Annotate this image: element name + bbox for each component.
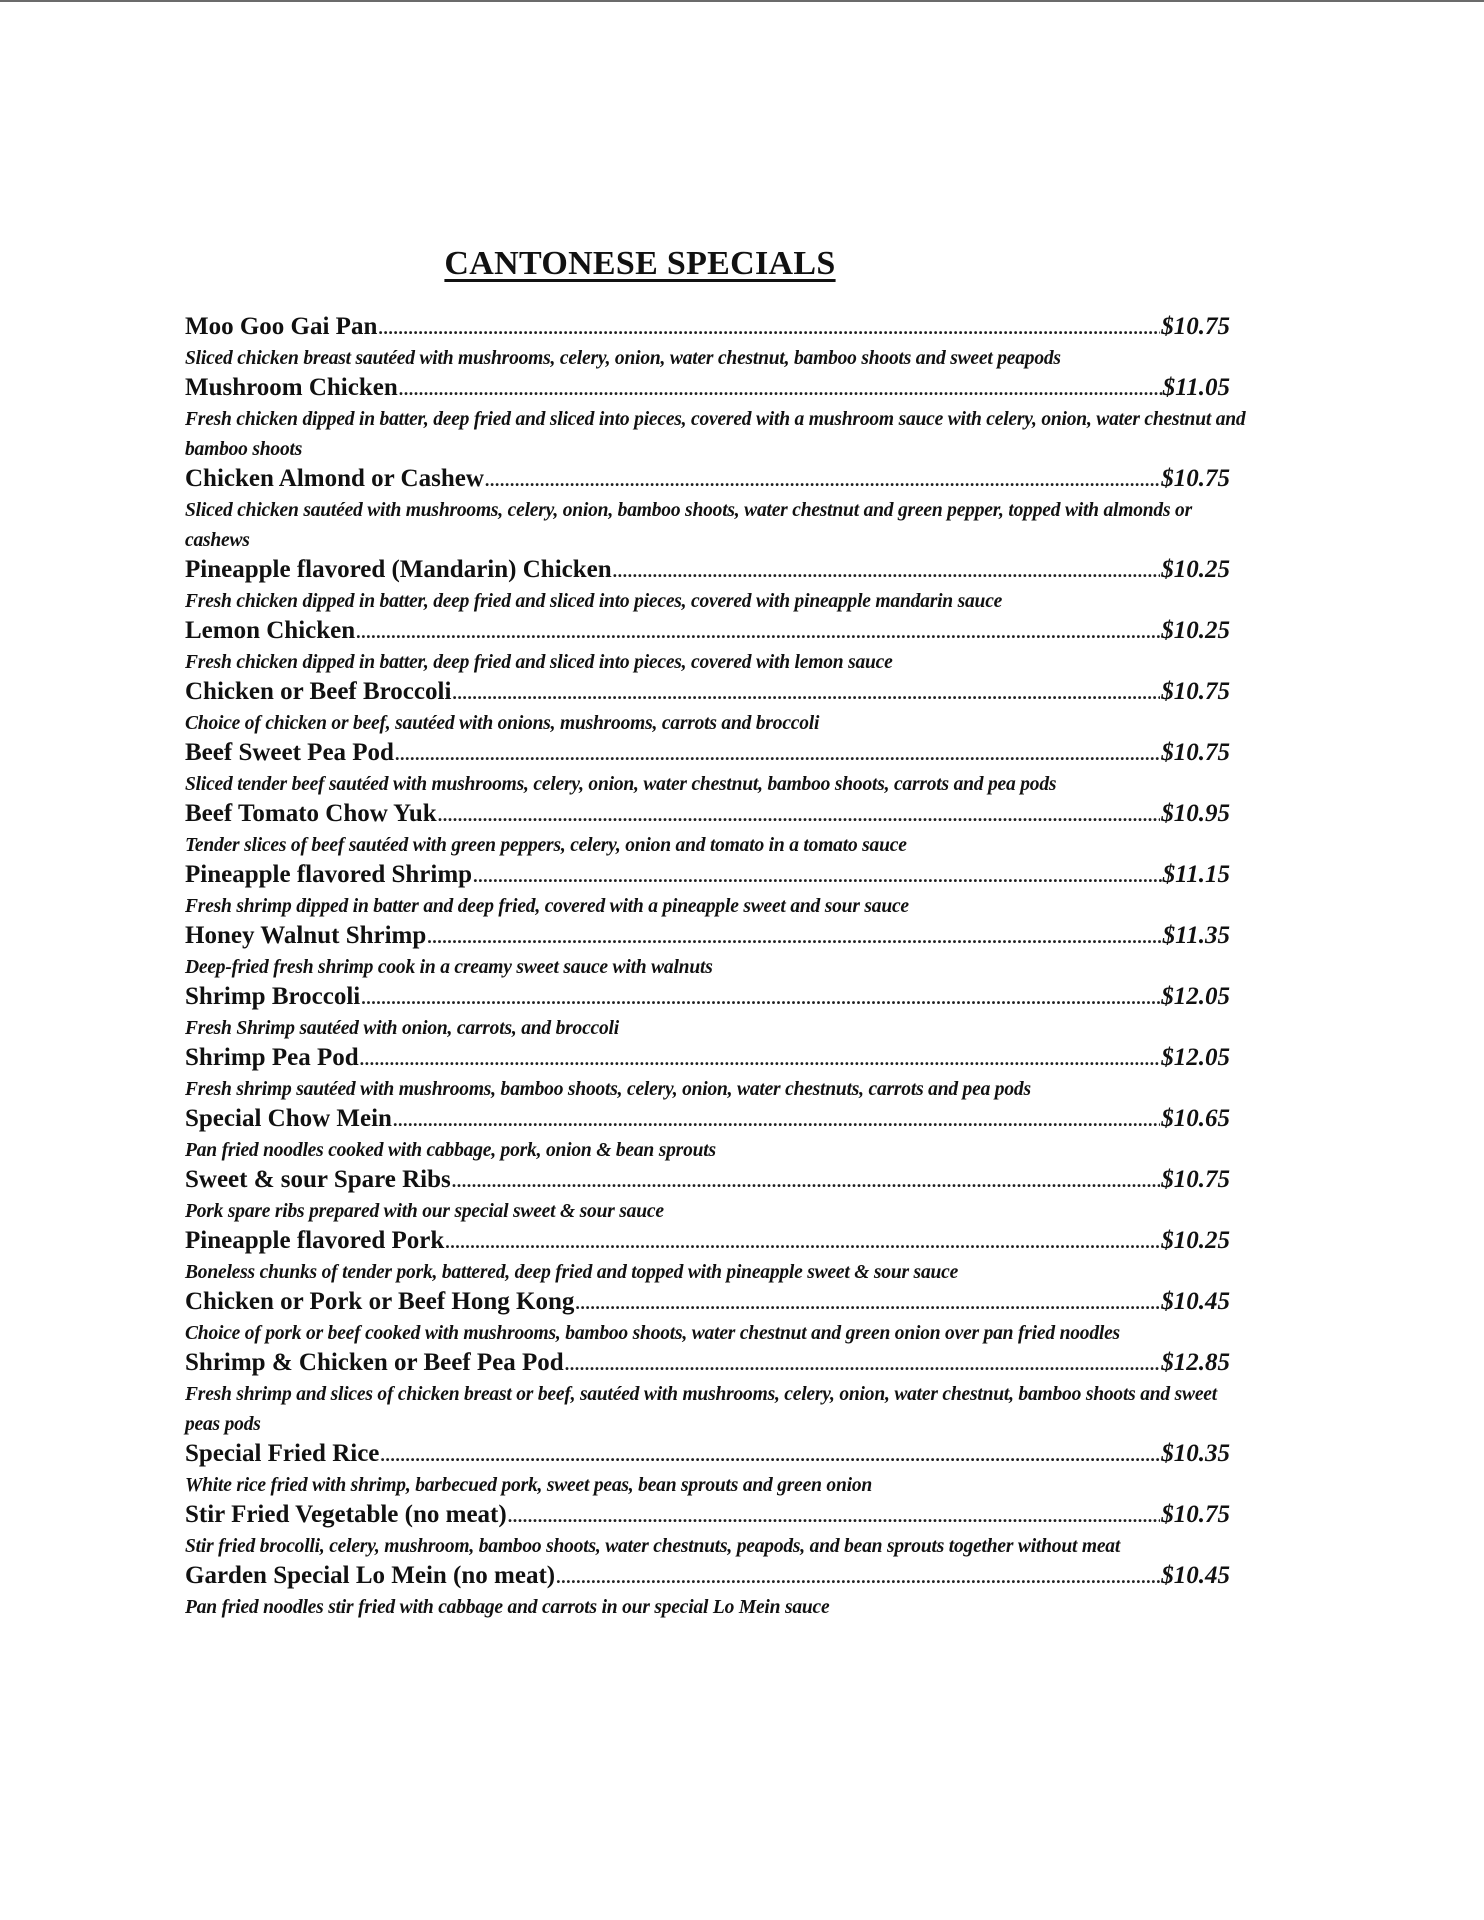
menu-page — [185, 245, 1265, 1623]
menu-item-description: Tender slices of beef sautéed with green peppers, celery, onion and tomato in a tomato sauce — [185, 835, 907, 856]
menu-item — [185, 1227, 1255, 1288]
menu-item-description: Deep-fried fresh shrimp cook in a creamy sweet sauce with walnuts — [185, 957, 713, 978]
menu-item — [185, 1440, 1255, 1501]
menu-item-name: Pineapple flavored Shrimp — [185, 861, 473, 888]
menu-item-name: Chicken Almond or Cashew — [185, 465, 484, 492]
menu-item-name: Honey Walnut Shrimp — [185, 922, 427, 949]
menu-item-header — [185, 861, 1230, 892]
menu-item — [185, 739, 1255, 800]
menu-item-name: Pineapple flavored (Mandarin) Chicken — [185, 556, 612, 583]
menu-item-header — [185, 1105, 1230, 1136]
menu-item-name: Moo Goo Gai Pan — [185, 313, 378, 340]
menu-item-name: Beef Sweet Pea Pod — [185, 739, 394, 766]
menu-item-header — [185, 1440, 1230, 1471]
menu-item-description: Fresh shrimp sautéed with mushrooms, bamboo shoots, celery, onion, water chestnuts, carrots and pea pods — [185, 1079, 1031, 1100]
menu-item-name: Garden Special Lo Mein (no meat) — [185, 1562, 556, 1589]
menu-item-description: Pork spare ribs prepared with our special sweet & sour sauce — [185, 1201, 664, 1222]
menu-item-name: Shrimp Broccoli — [185, 983, 361, 1010]
menu-item-description: Boneless chunks of tender pork, battered, deep fried and topped with pineapple sweet & sour sauce — [185, 1262, 959, 1283]
menu-item-header — [185, 1166, 1230, 1197]
dot-leader — [556, 1567, 1160, 1588]
menu-item-header — [185, 983, 1230, 1014]
dot-leader — [378, 318, 1160, 339]
menu-item-header — [185, 800, 1230, 831]
menu-item-name: Chicken or Beef Broccoli — [185, 678, 452, 705]
menu-item — [185, 1562, 1255, 1623]
menu-item-price: $10.75 — [1161, 313, 1230, 340]
menu-item-price: $10.75 — [1161, 1166, 1230, 1193]
dot-leader — [452, 683, 1160, 704]
menu-item-description: Sliced chicken breast sautéed with mushrooms, celery, onion, water chestnut, bamboo shoots and sweet peapods — [185, 348, 1061, 369]
menu-item-list — [185, 313, 1255, 1623]
dot-leader — [445, 1232, 1160, 1253]
menu-item-description: Fresh chicken dipped in batter, deep fried and sliced into pieces, covered with lemon sauce — [185, 652, 893, 673]
menu-item-name: Stir Fried Vegetable (no meat) — [185, 1501, 507, 1528]
menu-item-price: $10.75 — [1161, 465, 1230, 492]
menu-item-name: Mushroom Chicken — [185, 374, 398, 401]
dot-leader — [473, 866, 1162, 887]
menu-item-price: $10.75 — [1161, 678, 1230, 705]
menu-item-price: $10.75 — [1161, 1501, 1230, 1528]
dot-leader — [613, 561, 1161, 582]
menu-item-price: $10.95 — [1161, 800, 1230, 827]
menu-item-header — [185, 922, 1230, 953]
menu-item — [185, 465, 1255, 556]
menu-item — [185, 922, 1255, 983]
menu-item-description: Fresh Shrimp sautéed with onion, carrots, and broccoli — [185, 1018, 619, 1039]
menu-item-header — [185, 739, 1230, 770]
menu-item-description: Choice of chicken or beef, sautéed with onions, mushrooms, carrots and broccoli — [185, 713, 820, 734]
menu-item-price: $10.75 — [1161, 739, 1230, 766]
menu-item — [185, 983, 1255, 1044]
menu-item-description: Sliced chicken sautéed with mushrooms, celery, onion, bamboo shoots, water chestnut and green pepper, topped with almonds or cashews — [185, 500, 1192, 551]
menu-item-name: Special Fried Rice — [185, 1440, 380, 1467]
menu-item-price: $10.65 — [1161, 1105, 1230, 1132]
menu-title: CANTONESE SPECIALS — [444, 245, 836, 282]
menu-item-name: Pineapple flavored Pork — [185, 1227, 445, 1254]
menu-item — [185, 617, 1255, 678]
menu-item — [185, 1166, 1255, 1227]
dot-leader — [452, 1171, 1160, 1192]
menu-item — [185, 678, 1255, 739]
menu-item-name: Special Chow Mein — [185, 1105, 392, 1132]
menu-item — [185, 1501, 1255, 1562]
dot-leader — [360, 1049, 1161, 1070]
menu-item-header — [185, 1562, 1230, 1593]
menu-item-header — [185, 1288, 1230, 1319]
dot-leader — [356, 622, 1160, 643]
dot-leader — [508, 1506, 1161, 1527]
menu-item-name: Shrimp & Chicken or Beef Pea Pod — [185, 1349, 564, 1376]
menu-item — [185, 313, 1255, 374]
dot-leader — [393, 1110, 1160, 1131]
menu-item-header — [185, 678, 1230, 709]
menu-item-price: $10.25 — [1161, 617, 1230, 644]
menu-item-header — [185, 1227, 1230, 1258]
menu-item-name: Beef Tomato Chow Yuk — [185, 800, 437, 827]
menu-item-header — [185, 617, 1230, 648]
menu-item-price: $10.45 — [1161, 1288, 1230, 1315]
menu-item-price: $11.05 — [1162, 374, 1230, 401]
menu-item-header — [185, 1044, 1230, 1075]
menu-item-price: $11.15 — [1162, 861, 1230, 888]
menu-item — [185, 861, 1255, 922]
menu-item — [185, 1105, 1255, 1166]
menu-item-name: Lemon Chicken — [185, 617, 356, 644]
menu-item-description: White rice fried with shrimp, barbecued pork, sweet peas, bean sprouts and green onion — [185, 1475, 873, 1496]
menu-item — [185, 1288, 1255, 1349]
dot-leader — [395, 744, 1160, 765]
menu-item-description: Fresh shrimp dipped in batter and deep fried, covered with a pineapple sweet and sour sauce — [185, 896, 909, 917]
menu-item-header — [185, 374, 1230, 405]
menu-item-price: $10.35 — [1161, 1440, 1230, 1467]
dot-leader — [427, 927, 1161, 948]
menu-item-description: Fresh shrimp and slices of chicken breast or beef, sautéed with mushrooms, celery, onion, water chestnut, bamboo shoots and sweet peas pods — [185, 1384, 1217, 1435]
menu-item-header — [185, 465, 1230, 496]
menu-item-name: Sweet & sour Spare Ribs — [185, 1166, 451, 1193]
dot-leader — [380, 1445, 1160, 1466]
top-border-line — [0, 0, 1484, 2]
menu-item — [185, 800, 1255, 861]
menu-item-header — [185, 556, 1230, 587]
menu-item-price: $12.05 — [1161, 983, 1230, 1010]
menu-item-description: Pan fried noodles cooked with cabbage, pork, onion & bean sprouts — [185, 1140, 716, 1161]
menu-item — [185, 1349, 1255, 1440]
dot-leader — [485, 470, 1160, 491]
menu-item-description: Pan fried noodles stir fried with cabbage and carrots in our special Lo Mein sauce — [185, 1597, 830, 1618]
dot-leader — [361, 988, 1160, 1009]
dot-leader — [565, 1354, 1161, 1375]
menu-item-description: Fresh chicken dipped in batter, deep fried and sliced into pieces, covered with a mushroom sauce with celery, onion, water chestnut and bamboo shoots — [185, 409, 1246, 460]
menu-item-description: Sliced tender beef sautéed with mushrooms, celery, onion, water chestnut, bamboo shoots, carrots and pea pods — [185, 774, 1057, 795]
menu-item-price: $10.25 — [1161, 1227, 1230, 1254]
menu-item-description: Stir fried brocolli, celery, mushroom, bamboo shoots, water chestnuts, peapods, and bean sprouts together without meat — [185, 1536, 1121, 1557]
menu-item-description: Choice of pork or beef cooked with mushrooms, bamboo shoots, water chestnut and green onion over pan fried noodles — [185, 1323, 1120, 1344]
menu-item-header — [185, 1349, 1230, 1380]
menu-item-name: Shrimp Pea Pod — [185, 1044, 359, 1071]
menu-item-description: Fresh chicken dipped in batter, deep fried and sliced into pieces, covered with pineapple mandarin sauce — [185, 591, 1003, 612]
menu-item-price: $10.45 — [1161, 1562, 1230, 1589]
menu-item-price: $11.35 — [1162, 922, 1230, 949]
menu-item-price: $12.05 — [1161, 1044, 1230, 1071]
dot-leader — [438, 805, 1161, 826]
menu-item — [185, 1044, 1255, 1105]
dot-leader — [399, 379, 1162, 400]
menu-item-name: Chicken or Pork or Beef Hong Kong — [185, 1288, 575, 1315]
menu-item-price: $12.85 — [1161, 1349, 1230, 1376]
menu-item-header — [185, 1501, 1230, 1532]
menu-item-price: $10.25 — [1161, 556, 1230, 583]
menu-item — [185, 556, 1255, 617]
menu-item — [185, 374, 1255, 465]
menu-item-header — [185, 313, 1230, 344]
dot-leader — [575, 1293, 1160, 1314]
